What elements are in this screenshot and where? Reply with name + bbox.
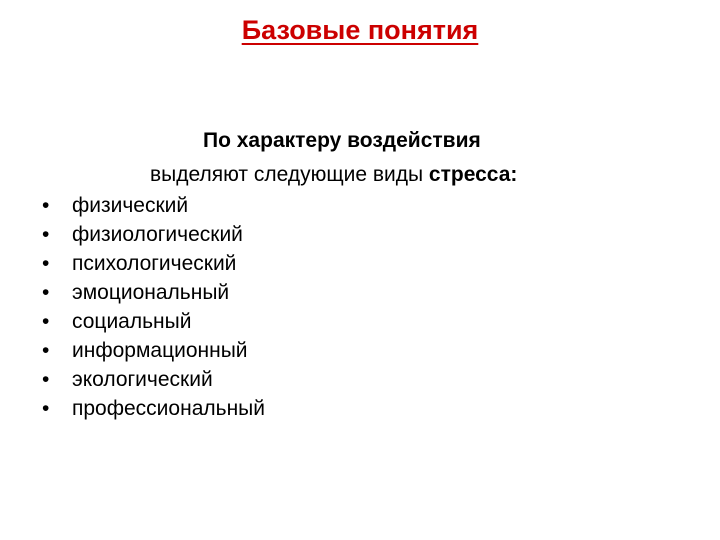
- list-item-text: экологический: [72, 368, 213, 391]
- bullet-icon: •: [42, 310, 50, 333]
- list-item-text: физиологический: [72, 223, 243, 246]
- list-item-text: социальный: [72, 310, 192, 333]
- slide-title: Базовые понятия: [241, 15, 479, 45]
- list-item-text: психологический: [72, 252, 237, 275]
- list-item-text: физический: [72, 194, 189, 217]
- intro-subheading-text: выделяют следующие виды: [150, 163, 429, 186]
- bullet-icon: •: [42, 223, 50, 246]
- intro-subheading-emphasis: стресса:: [428, 163, 518, 186]
- intro-heading: По характеру воздействия: [203, 129, 481, 152]
- bullet-icon: •: [42, 252, 50, 275]
- list-item-text: информационный: [72, 339, 248, 362]
- bullet-icon: •: [42, 194, 50, 217]
- bullet-icon: •: [42, 368, 50, 391]
- bullet-icon: •: [42, 397, 50, 420]
- intro-subheading: [150, 161, 517, 189]
- bullet-icon: •: [42, 281, 50, 304]
- list-item-text: эмоциональный: [72, 281, 230, 304]
- list-item-text: профессиональный: [72, 397, 265, 420]
- bullet-icon: •: [42, 339, 50, 362]
